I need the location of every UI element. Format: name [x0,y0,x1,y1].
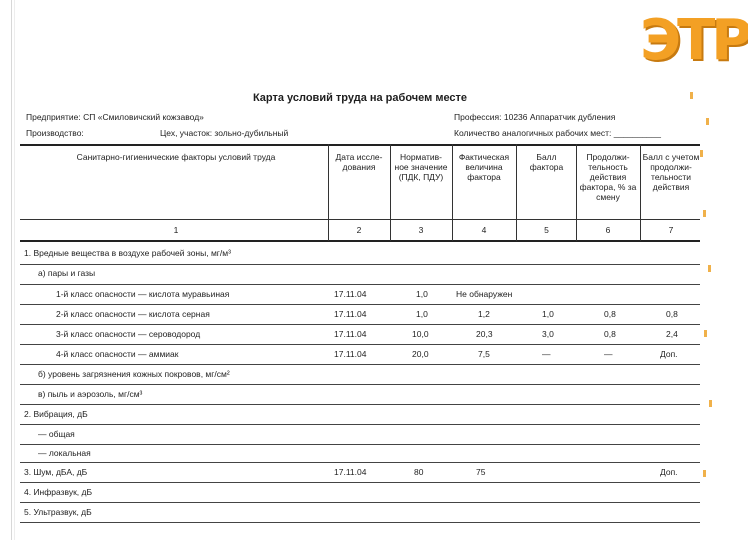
col-divider [640,144,641,241]
row-rule [20,424,700,425]
row-actual: Не обнаружен [456,289,513,299]
row-score: 3,0 [542,329,554,339]
row-rule [20,444,700,445]
scanned-document [20,84,700,530]
col-number: 1 [173,225,179,235]
col-number: 6 [605,225,611,235]
row-rule [20,344,700,345]
row-factor: 3-й класс опасности — сероводород [56,329,201,339]
slide-left-rule [11,0,12,540]
row-factor: 4-й класс опасности — аммиак [56,349,179,359]
row-adjusted-score: 0,8 [666,309,678,319]
row-factor: 2. Вибрация, дБ [24,409,88,419]
row-rule [20,482,700,483]
row-norm: 20,0 [412,349,429,359]
row-factor: 3. Шум, дБА, дБ [24,467,88,477]
row-factor: б) уровень загрязнения кожных покровов, мг/см² [38,369,230,379]
header-score: Балл фактора [529,152,564,172]
row-actual: 1,2 [478,309,490,319]
col-number: 7 [668,225,674,235]
row-factor: а) пары и газы [38,268,96,278]
col-divider [576,144,577,241]
col-number: 2 [356,225,362,235]
row-factor: 1-й класс опасности — кислота муравьиная [56,289,230,299]
document-title: Карта условий труда на рабочем месте [252,92,468,104]
row-duration: 0,8 [604,309,616,319]
row-norm: 10,0 [412,329,429,339]
row-actual: 75 [476,467,486,477]
row-rule [20,324,700,325]
row-factor: в) пыль и аэрозоль, мг/см³ [38,389,143,399]
row-factor: 1. Вредные вещества в воздухе рабочей зоны, мг/м³ [24,248,231,258]
col-divider [328,144,329,241]
table-top-rule [20,144,700,146]
col-divider [452,144,453,241]
header-adjusted-score: Балл с учетом продолжи-тельности действия [642,152,700,192]
row-adjusted-score: Доп. [660,467,678,477]
header-actual: Фактическая величина фактора [458,152,510,182]
row-norm: 80 [414,467,424,477]
row-factor: — локальная [38,448,91,458]
header-norm: Норматив-ное значение (ПДК, ПДУ) [394,152,448,182]
deco-mark [706,118,709,125]
row-factor: 2-й класс опасности — кислота серная [56,309,210,319]
row-date: 17.11.04 [334,329,367,339]
row-actual: 20,3 [476,329,493,339]
row-date: 17.11.04 [334,289,367,299]
header-factor: Санитарно-гигиенические факторы условий труда [76,152,276,162]
deco-mark [703,470,706,477]
row-rule [20,304,700,305]
row-rule [20,264,700,265]
row-rule [20,502,700,503]
enterprise: Предприятие: СП «Смиловичский кожзавод» [26,112,204,122]
production-label: Производство: [26,128,84,138]
row-rule [20,364,700,365]
row-rule [20,384,700,385]
row-date: 17.11.04 [334,309,367,319]
row-rule [20,284,700,285]
deco-mark [700,150,703,157]
col-number: 3 [418,225,424,235]
department: Цех, участок: зольно-дубильный [160,128,289,138]
col-number: 5 [544,225,549,235]
numbers-bottom-rule [20,240,700,242]
slide-left-rule-secondary [14,0,15,540]
row-factor: — общая [38,429,75,439]
deco-mark [704,330,707,337]
header-duration: Продолжи-тельность действия фактора, % за смену [579,152,637,202]
row-duration: 0,8 [604,329,616,339]
row-factor: 4. Инфразвук, дБ [24,487,93,497]
logo-text: ЭТР [640,8,748,73]
header-date: Дата иссле-дования [335,152,383,172]
deco-mark [703,210,706,217]
row-norm: 1,0 [416,309,428,319]
col-divider [390,144,391,241]
row-score: — [542,349,551,359]
row-norm: 1,0 [416,289,428,299]
row-score: 1,0 [542,309,554,319]
row-rule [20,522,700,523]
row-date: 17.11.04 [334,349,367,359]
col-number: 4 [481,225,487,235]
deco-mark [708,265,711,272]
col-divider [516,144,517,241]
row-actual: 7,5 [478,349,490,359]
logo [640,6,748,84]
profession: Профессия: 10236 Аппаратчик дубления [454,112,616,122]
row-factor: 5. Ультразвук, дБ [24,507,92,517]
header-bottom-rule [20,219,700,220]
row-date: 17.11.04 [334,467,367,477]
deco-mark [709,400,712,407]
row-adjusted-score: Доп. [660,349,678,359]
analog-places: Количество аналогичных рабочих мест: __________ [454,128,661,138]
row-adjusted-score: 2,4 [666,329,678,339]
row-duration: — [604,349,613,359]
row-rule [20,462,700,463]
row-rule [20,404,700,405]
